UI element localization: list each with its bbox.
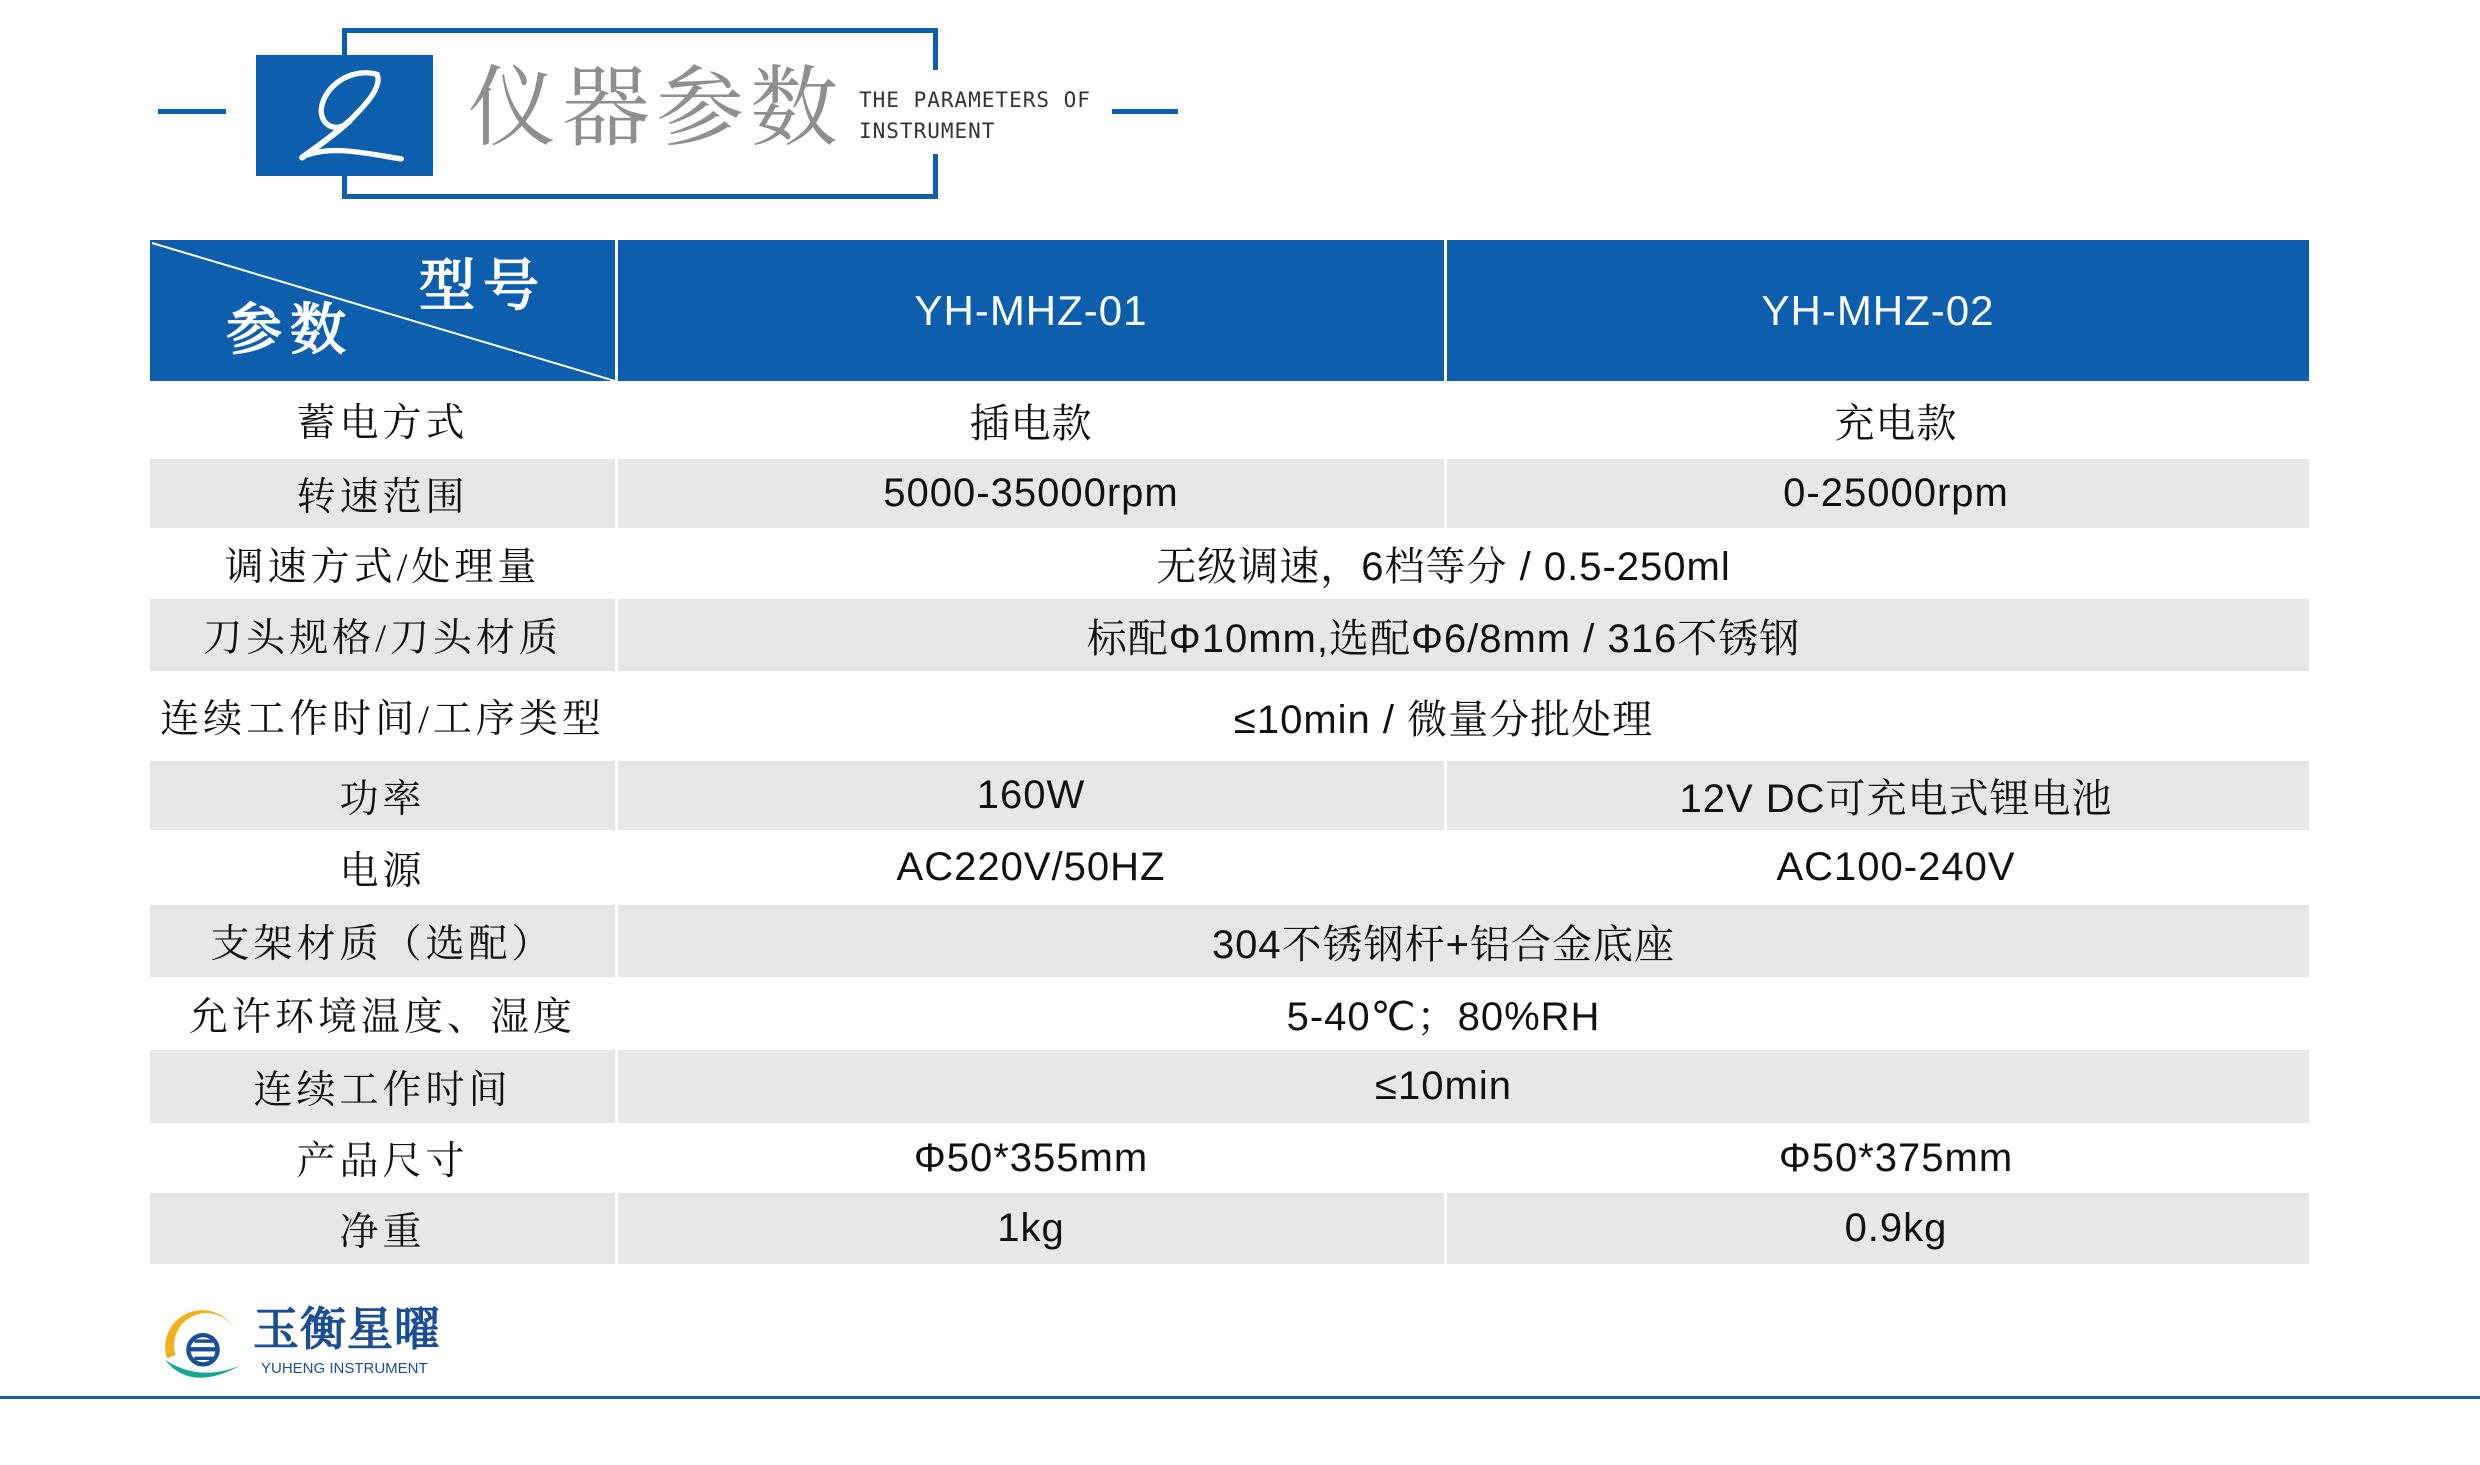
param-label: 支架材质（选配） [150,905,618,977]
table-row [150,528,2309,599]
param-value-shared: 无级调速，6档等分 / 0.5-250ml [1156,545,1731,589]
param-value-model-2: Φ50*375mm [1778,1135,2014,1180]
table-row [150,761,2309,830]
param-value-shared: 标配Φ10mm,选配Φ6/8mm / 316不锈钢 [1086,616,1801,661]
param-label: 净重 [150,1193,618,1264]
param-label: 调速方式/处理量 [150,528,618,599]
table-row [150,1123,2309,1193]
param-label: 连续工作时间/工序类型 [150,671,618,761]
param-value-model-2: 0-25000rpm [1783,471,2009,515]
footer-rule [0,1396,2480,1399]
param-value-shared: ≤10min / 微量分批处理 [1233,697,1654,742]
model-header-2: YH-MHZ-02 [1761,286,1995,334]
table-row [150,459,2309,528]
brand-name-en: YUHENG INSTRUMENT [261,1360,428,1377]
param-value-model-1: 插电款 [618,381,1447,459]
corner-header-cell [150,240,618,381]
corner-model-label: 型号 [419,253,547,319]
table-row [150,381,2309,459]
param-value-shared: 304不锈钢杆+铝合金底座 [1211,922,1676,967]
brand-name-cn: 玉衡星曜 [253,1302,441,1356]
page-title: 仪器参数 [468,56,845,159]
param-value-model-1: Φ50*355mm [618,1123,1447,1193]
param-label: 刀头规格/刀头材质 [150,599,618,671]
param-label: 转速范围 [150,459,618,528]
table-header-row [150,240,2309,381]
param-label: 电源 [150,830,618,905]
table-row [150,671,2309,761]
parameters-table [150,240,2309,1264]
param-label: 产品尺寸 [150,1123,618,1193]
param-label: 允许环境温度、湿度 [150,977,618,1050]
corner-param-label: 参数 [226,297,354,363]
title-icon-box [256,55,433,176]
header-left-rule [158,109,226,114]
title-subtitle-line-1: THE PARAMETERS OF [859,88,1091,112]
header-right-rule [1112,109,1178,114]
yuheng-logo-icon [160,1304,246,1392]
param-value-shared: 5-40℃；80%RH [1286,995,1601,1039]
param-label: 蓄电方式 [150,381,618,459]
param-label: 功率 [150,761,618,830]
param-value-model-2: 12V DC可充电式锂电池 [1679,777,2113,821]
param-value-model-1: 1kg [618,1193,1447,1264]
calligraphy-q-icon [270,64,420,168]
param-value-model-1: AC220V/50HZ [618,830,1447,905]
model-header-1: YH-MHZ-01 [618,240,1447,381]
table-row [150,599,2309,671]
param-value-model-1: 160W [618,761,1447,830]
param-value-model-2: AC100-240V [1776,845,2016,889]
param-value-model-1: 5000-35000rpm [618,459,1447,528]
table-row [150,830,2309,905]
param-value-shared: ≤10min [1375,1064,1512,1108]
param-value-model-2: 充电款 [1834,401,1958,446]
param-value-model-2: 0.9kg [1844,1206,1948,1250]
table-row [150,905,2309,977]
table-row [150,977,2309,1050]
table-row [150,1050,2309,1123]
param-label: 连续工作时间 [150,1050,618,1123]
table-row [150,1193,2309,1264]
title-subtitle-line-2: INSTRUMENT [859,119,996,143]
